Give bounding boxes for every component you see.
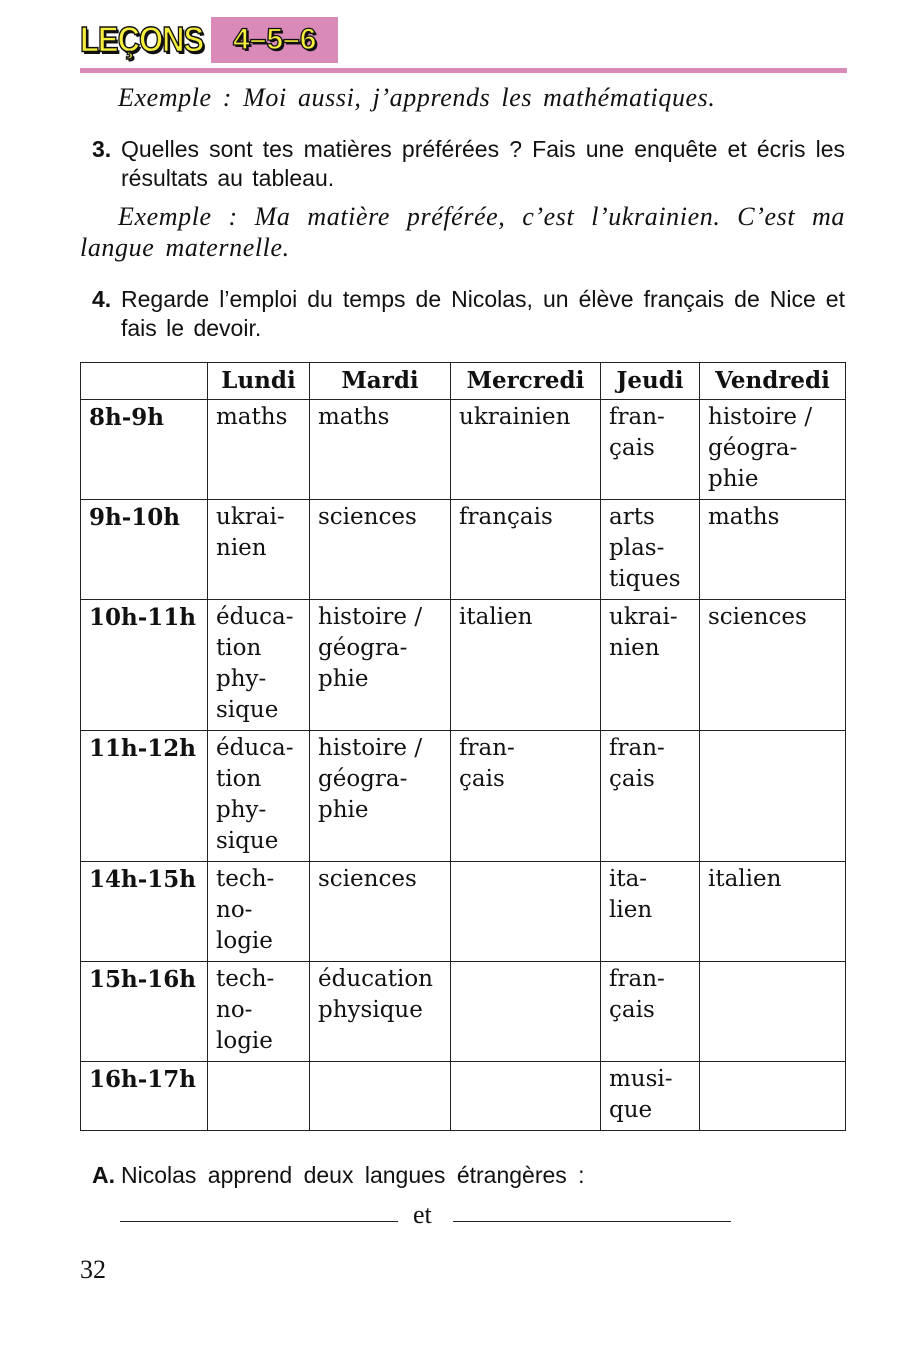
subject-cell [310,962,451,1062]
subject-cell [310,400,451,500]
subject-text: phie [318,797,369,823]
subject-text: no- [216,997,253,1023]
subject-text: çais [609,997,655,1023]
schedule-header-row [81,363,846,400]
answer-connector: et [413,1200,432,1229]
schedule-table [80,362,846,1131]
schedule-row [81,731,846,862]
subject-text: musi- [609,1066,673,1092]
subject-cell [700,962,846,1062]
subject-cell [601,731,700,862]
subject-cell [700,1062,846,1131]
subject-text: maths [216,404,288,430]
subject-text: physique [318,997,423,1023]
schedule-row [81,500,846,600]
task-A [92,1161,845,1190]
subject-text: tion [216,635,262,661]
subject-cell [451,731,601,862]
subject-cell [310,862,451,962]
header-cell-lundi: Lundi [208,363,310,400]
subject-cell [208,862,310,962]
subject-text: maths [708,504,780,530]
subject-text: français [459,504,553,530]
time-slot-cell: 9h-10h [81,500,208,600]
subject-cell [601,600,700,731]
subject-text: ita- [609,866,648,892]
subject-text: lien [609,897,653,923]
header-cell-mercredi: Mercredi [451,363,601,400]
answer-blank-2[interactable] [453,1221,731,1223]
subject-text: histoire / [708,404,813,430]
subject-text: phy- [216,666,267,692]
subject-text: logie [216,928,273,954]
subject-text: ukrai- [216,504,285,530]
subject-cell [700,862,846,962]
subject-cell [310,500,451,600]
subject-text: çais [609,435,655,461]
lecons-title: LEÇONS [80,19,204,60]
subject-text: histoire / [318,735,423,761]
subject-text: que [609,1097,653,1123]
subject-text: ukrainien [459,404,571,430]
subject-text: sique [216,697,279,723]
subject-text: phy- [216,797,267,823]
subject-cell [208,1062,310,1131]
subject-text: sciences [318,866,417,892]
lesson-header [80,16,338,64]
header-cell-jeudi: Jeudi [601,363,700,400]
subject-cell [208,500,310,600]
subject-text: tech- [216,866,275,892]
lesson-number-badge [211,17,338,63]
subject-text: italien [459,604,533,630]
example-2: Exemple : Ma matière préférée, c’est l’ukrainien. C’est ma langue maternelle. [80,202,845,262]
lesson-numbers: 4–5–6 [232,23,317,56]
time-slot-cell: 8h-9h [81,400,208,500]
subject-cell [700,500,846,600]
answer-blank-1[interactable] [120,1221,398,1223]
subject-text: histoire / [318,604,423,630]
subject-text: maths [318,404,390,430]
task-A-number: A. [92,1162,115,1188]
task-4 [92,285,845,343]
schedule-row [81,400,846,500]
subject-cell [601,962,700,1062]
subject-text: éducation [318,966,433,992]
subject-text: plas- [609,535,665,561]
subject-text: çais [459,766,505,792]
subject-cell [208,600,310,731]
subject-cell [700,400,846,500]
subject-text: tion [216,766,262,792]
subject-text: fran- [609,735,665,761]
subject-text: tiques [609,566,681,592]
subject-cell [601,862,700,962]
task-4-text: Regarde l’emploi du temps de Nicolas, un élève français de Nice et fais le devoir. [121,286,845,341]
subject-text: çais [609,766,655,792]
task-4-number: 4. [92,286,112,312]
subject-text: sciences [318,504,417,530]
subject-text: logie [216,1028,273,1054]
subject-text: géogra- [318,635,408,661]
subject-text: phie [708,466,759,492]
schedule-body [81,400,846,1131]
subject-text: arts [609,504,655,530]
subject-cell [601,500,700,600]
subject-cell [208,400,310,500]
time-slot-cell: 16h-17h [81,1062,208,1131]
task-3-number: 3. [92,136,112,162]
subject-cell [601,1062,700,1131]
subject-text: no- [216,897,253,923]
subject-cell [451,600,601,731]
task-3-text: Quelles sont tes matières préférées ? Fais une enquête et écris les résultats au tableau. [121,136,845,191]
time-slot-cell: 11h-12h [81,731,208,862]
subject-cell [310,731,451,862]
subject-cell [451,400,601,500]
example-1: Exemple : Moi aussi, j’apprends les mathématiques. [118,83,716,112]
subject-cell [451,1062,601,1131]
time-slot-cell: 14h-15h [81,862,208,962]
subject-text: nien [216,535,267,561]
subject-cell [310,600,451,731]
subject-text: nien [609,635,660,661]
page-number: 32 [80,1255,106,1284]
header-cell-empty [81,363,208,400]
subject-cell [208,731,310,862]
subject-cell [700,600,846,731]
schedule-row [81,962,846,1062]
subject-cell [451,500,601,600]
header-rule [80,68,847,73]
schedule-row [81,862,846,962]
schedule-row [81,600,846,731]
subject-text: fran- [609,966,665,992]
subject-text: phie [318,666,369,692]
subject-text: sciences [708,604,807,630]
time-slot-cell: 15h-16h [81,962,208,1062]
subject-text: italien [708,866,782,892]
subject-text: éduca- [216,604,294,630]
task-3 [92,135,845,193]
subject-text: géogra- [708,435,798,461]
subject-cell [451,962,601,1062]
subject-text: fran- [609,404,665,430]
subject-text: éduca- [216,735,294,761]
task-A-text: Nicolas apprend deux langues étrangères : [121,1162,585,1188]
schedule-row [81,1062,846,1131]
subject-cell [700,731,846,862]
subject-text: géogra- [318,766,408,792]
subject-text: sique [216,828,279,854]
header-cell-mardi: Mardi [310,363,451,400]
header-cell-vendredi: Vendredi [700,363,846,400]
subject-cell [601,400,700,500]
subject-text: fran- [459,735,515,761]
subject-text: ukrai- [609,604,678,630]
subject-text: tech- [216,966,275,992]
subject-cell [451,862,601,962]
subject-cell [208,962,310,1062]
time-slot-cell: 10h-11h [81,600,208,731]
subject-cell [310,1062,451,1131]
